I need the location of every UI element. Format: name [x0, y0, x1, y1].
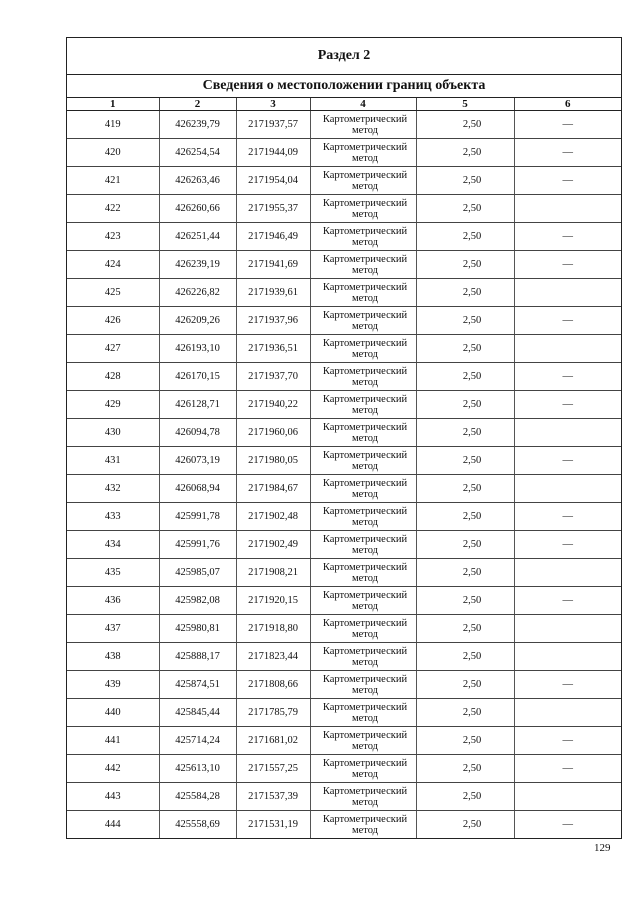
- table-row: [67, 391, 621, 419]
- point-number-cell: 441: [67, 727, 159, 755]
- point-number-cell: 436: [67, 587, 159, 615]
- point-number-cell: 434: [67, 531, 159, 559]
- method-cell: Картометрический метод: [310, 167, 416, 195]
- coordinate-y-cell: 2171939,61: [236, 279, 310, 307]
- coordinate-x-cell: 426094,78: [159, 419, 236, 447]
- table-row: [67, 363, 621, 391]
- coordinate-x-cell: 425874,51: [159, 671, 236, 699]
- point-number-cell: 439: [67, 671, 159, 699]
- column-header: 2: [159, 98, 236, 111]
- table-body: [67, 111, 621, 839]
- coordinate-x-cell: 426193,10: [159, 335, 236, 363]
- accuracy-cell: 2,50: [416, 615, 514, 643]
- table-row: [67, 419, 621, 447]
- accuracy-cell: 2,50: [416, 251, 514, 279]
- coordinate-x-cell: 426128,71: [159, 391, 236, 419]
- table-row: [67, 615, 621, 643]
- accuracy-cell: 2,50: [416, 531, 514, 559]
- accuracy-cell: 2,50: [416, 111, 514, 139]
- method-cell: Картометрический метод: [310, 475, 416, 503]
- coordinate-x-cell: 426068,94: [159, 475, 236, 503]
- accuracy-cell: 2,50: [416, 755, 514, 783]
- column-header: 5: [416, 98, 514, 111]
- coordinate-x-cell: 426226,82: [159, 279, 236, 307]
- coordinate-y-cell: 2171936,51: [236, 335, 310, 363]
- coordinate-y-cell: 2171785,79: [236, 699, 310, 727]
- point-number-cell: 419: [67, 111, 159, 139]
- note-cell: [514, 615, 621, 643]
- coordinate-y-cell: 2171908,21: [236, 559, 310, 587]
- point-number-cell: 428: [67, 363, 159, 391]
- table-row: [67, 531, 621, 559]
- point-number-cell: 444: [67, 811, 159, 839]
- point-number-cell: 430: [67, 419, 159, 447]
- coordinate-y-cell: 2171946,49: [236, 223, 310, 251]
- method-cell: Картометрический метод: [310, 391, 416, 419]
- accuracy-cell: 2,50: [416, 727, 514, 755]
- coordinate-y-cell: 2171937,96: [236, 307, 310, 335]
- coordinate-x-cell: 425845,44: [159, 699, 236, 727]
- method-cell: Картометрический метод: [310, 727, 416, 755]
- coordinate-x-cell: 425613,10: [159, 755, 236, 783]
- accuracy-cell: 2,50: [416, 363, 514, 391]
- coordinate-x-cell: 426170,15: [159, 363, 236, 391]
- coordinate-y-cell: 2171808,66: [236, 671, 310, 699]
- note-cell: —: [514, 223, 621, 251]
- note-cell: —: [514, 755, 621, 783]
- point-number-cell: 440: [67, 699, 159, 727]
- note-cell: —: [514, 447, 621, 475]
- table-row: [67, 587, 621, 615]
- point-number-cell: 433: [67, 503, 159, 531]
- point-number-cell: 426: [67, 307, 159, 335]
- note-cell: [514, 783, 621, 811]
- note-cell: —: [514, 363, 621, 391]
- coordinate-x-cell: 426239,19: [159, 251, 236, 279]
- coordinate-y-cell: 2171557,25: [236, 755, 310, 783]
- method-cell: Картометрический метод: [310, 559, 416, 587]
- note-cell: [514, 559, 621, 587]
- method-cell: Картометрический метод: [310, 279, 416, 307]
- table-row: [67, 195, 621, 223]
- coordinate-x-cell: 425991,76: [159, 531, 236, 559]
- method-cell: Картометрический метод: [310, 251, 416, 279]
- table-header-row: [67, 98, 621, 111]
- coordinate-x-cell: 425982,08: [159, 587, 236, 615]
- note-cell: [514, 335, 621, 363]
- point-number-cell: 431: [67, 447, 159, 475]
- point-number-cell: 443: [67, 783, 159, 811]
- method-cell: Картометрический метод: [310, 195, 416, 223]
- note-cell: —: [514, 391, 621, 419]
- table-row: [67, 447, 621, 475]
- note-cell: [514, 475, 621, 503]
- table-row: [67, 223, 621, 251]
- method-cell: Картометрический метод: [310, 531, 416, 559]
- point-number-cell: 424: [67, 251, 159, 279]
- coordinate-y-cell: 2171918,80: [236, 615, 310, 643]
- coordinate-y-cell: 2171920,15: [236, 587, 310, 615]
- table-row: [67, 671, 621, 699]
- accuracy-cell: 2,50: [416, 559, 514, 587]
- accuracy-cell: 2,50: [416, 447, 514, 475]
- document-sheet: [66, 37, 622, 839]
- table-row: [67, 475, 621, 503]
- table-row: [67, 699, 621, 727]
- note-cell: —: [514, 111, 621, 139]
- point-number-cell: 429: [67, 391, 159, 419]
- note-cell: —: [514, 587, 621, 615]
- accuracy-cell: 2,50: [416, 335, 514, 363]
- accuracy-cell: 2,50: [416, 783, 514, 811]
- method-cell: Картометрический метод: [310, 699, 416, 727]
- note-cell: [514, 643, 621, 671]
- point-number-cell: 435: [67, 559, 159, 587]
- method-cell: Картометрический метод: [310, 503, 416, 531]
- method-cell: Картометрический метод: [310, 223, 416, 251]
- coordinate-x-cell: 426239,79: [159, 111, 236, 139]
- method-cell: Картометрический метод: [310, 783, 416, 811]
- method-cell: Картометрический метод: [310, 419, 416, 447]
- table-row: [67, 755, 621, 783]
- table-row: [67, 783, 621, 811]
- accuracy-cell: 2,50: [416, 307, 514, 335]
- coordinate-y-cell: 2171681,02: [236, 727, 310, 755]
- coordinate-x-cell: 426251,44: [159, 223, 236, 251]
- method-cell: Картометрический метод: [310, 587, 416, 615]
- accuracy-cell: 2,50: [416, 167, 514, 195]
- coordinate-y-cell: 2171537,39: [236, 783, 310, 811]
- note-cell: [514, 195, 621, 223]
- method-cell: Картометрический метод: [310, 307, 416, 335]
- coordinate-x-cell: 426263,46: [159, 167, 236, 195]
- note-cell: [514, 279, 621, 307]
- note-cell: —: [514, 251, 621, 279]
- accuracy-cell: 2,50: [416, 475, 514, 503]
- point-number-cell: 432: [67, 475, 159, 503]
- page-number: 129: [594, 842, 611, 854]
- coordinate-y-cell: 2171531,19: [236, 811, 310, 839]
- note-cell: [514, 699, 621, 727]
- coordinate-y-cell: 2171940,22: [236, 391, 310, 419]
- column-header: 6: [514, 98, 621, 111]
- accuracy-cell: 2,50: [416, 643, 514, 671]
- accuracy-cell: 2,50: [416, 279, 514, 307]
- coordinate-x-cell: 425991,78: [159, 503, 236, 531]
- accuracy-cell: 2,50: [416, 139, 514, 167]
- coordinate-x-cell: 426073,19: [159, 447, 236, 475]
- note-cell: —: [514, 167, 621, 195]
- point-number-cell: 420: [67, 139, 159, 167]
- method-cell: Картометрический метод: [310, 643, 416, 671]
- coordinate-y-cell: 2171937,70: [236, 363, 310, 391]
- method-cell: Картометрический метод: [310, 111, 416, 139]
- point-number-cell: 442: [67, 755, 159, 783]
- coordinate-x-cell: 426254,54: [159, 139, 236, 167]
- coordinate-x-cell: 425985,07: [159, 559, 236, 587]
- column-header: 3: [236, 98, 310, 111]
- coordinate-y-cell: 2171937,57: [236, 111, 310, 139]
- accuracy-cell: 2,50: [416, 195, 514, 223]
- coordinate-y-cell: 2171980,05: [236, 447, 310, 475]
- method-cell: Картометрический метод: [310, 335, 416, 363]
- coordinate-x-cell: 426209,26: [159, 307, 236, 335]
- table-row: [67, 335, 621, 363]
- note-cell: —: [514, 307, 621, 335]
- method-cell: Картометрический метод: [310, 755, 416, 783]
- point-number-cell: 437: [67, 615, 159, 643]
- point-number-cell: 423: [67, 223, 159, 251]
- note-cell: —: [514, 139, 621, 167]
- note-cell: —: [514, 503, 621, 531]
- method-cell: Картометрический метод: [310, 615, 416, 643]
- point-number-cell: 425: [67, 279, 159, 307]
- table-row: [67, 643, 621, 671]
- accuracy-cell: 2,50: [416, 671, 514, 699]
- method-cell: Картометрический метод: [310, 447, 416, 475]
- coordinate-y-cell: 2171941,69: [236, 251, 310, 279]
- coordinate-x-cell: 425558,69: [159, 811, 236, 839]
- column-header: 1: [67, 98, 159, 111]
- table-row: [67, 559, 621, 587]
- point-number-cell: 427: [67, 335, 159, 363]
- coordinate-x-cell: 425714,24: [159, 727, 236, 755]
- section-subtitle: Сведения о местоположении границ объекта: [67, 75, 621, 98]
- table-row: [67, 503, 621, 531]
- coordinate-y-cell: 2171944,09: [236, 139, 310, 167]
- table-row: [67, 139, 621, 167]
- coordinate-x-cell: 425980,81: [159, 615, 236, 643]
- coordinates-table: [67, 98, 621, 838]
- method-cell: Картометрический метод: [310, 363, 416, 391]
- coordinate-y-cell: 2171823,44: [236, 643, 310, 671]
- table-row: [67, 811, 621, 839]
- coordinate-y-cell: 2171984,67: [236, 475, 310, 503]
- coordinate-x-cell: 426260,66: [159, 195, 236, 223]
- accuracy-cell: 2,50: [416, 699, 514, 727]
- accuracy-cell: 2,50: [416, 391, 514, 419]
- table-row: [67, 279, 621, 307]
- coordinate-x-cell: 425584,28: [159, 783, 236, 811]
- accuracy-cell: 2,50: [416, 503, 514, 531]
- note-cell: —: [514, 727, 621, 755]
- accuracy-cell: 2,50: [416, 811, 514, 839]
- coordinate-y-cell: 2171955,37: [236, 195, 310, 223]
- coordinate-y-cell: 2171954,04: [236, 167, 310, 195]
- coordinate-y-cell: 2171960,06: [236, 419, 310, 447]
- column-header: 4: [310, 98, 416, 111]
- table-row: [67, 307, 621, 335]
- point-number-cell: 422: [67, 195, 159, 223]
- coordinate-y-cell: 2171902,49: [236, 531, 310, 559]
- method-cell: Картометрический метод: [310, 139, 416, 167]
- method-cell: Картометрический метод: [310, 811, 416, 839]
- coordinate-x-cell: 425888,17: [159, 643, 236, 671]
- table-row: [67, 727, 621, 755]
- accuracy-cell: 2,50: [416, 419, 514, 447]
- note-cell: —: [514, 671, 621, 699]
- section-title: Раздел 2: [67, 38, 621, 75]
- table-row: [67, 167, 621, 195]
- accuracy-cell: 2,50: [416, 223, 514, 251]
- table-row: [67, 111, 621, 139]
- note-cell: —: [562, 819, 573, 830]
- coordinate-y-cell: 2171902,48: [236, 503, 310, 531]
- point-number-cell: 421: [67, 167, 159, 195]
- table-row: [67, 251, 621, 279]
- point-number-cell: 438: [67, 643, 159, 671]
- note-cell: [514, 419, 621, 447]
- accuracy-cell: 2,50: [416, 587, 514, 615]
- method-cell: Картометрический метод: [310, 671, 416, 699]
- note-cell: —: [514, 531, 621, 559]
